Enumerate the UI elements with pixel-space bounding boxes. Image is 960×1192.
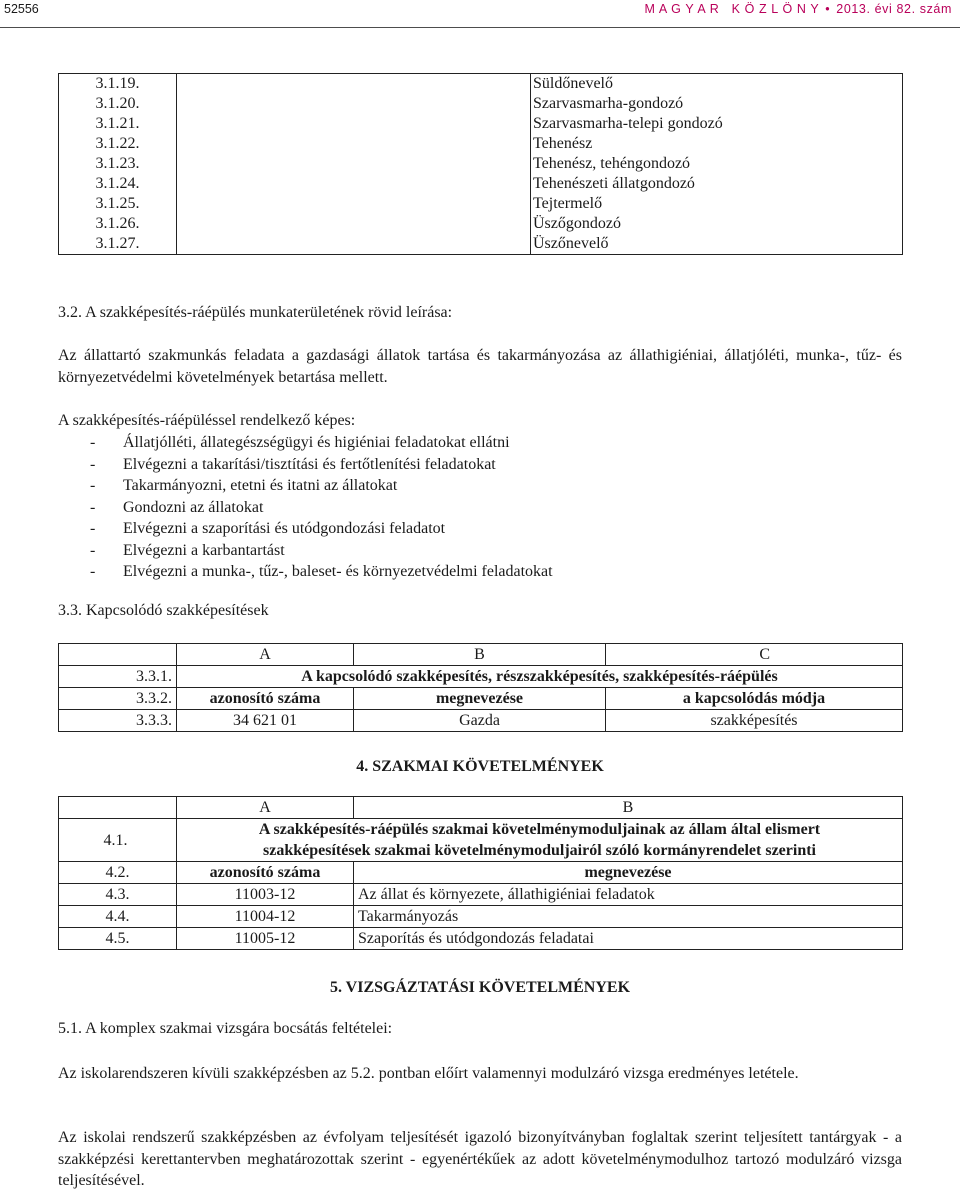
module-requirements-table xyxy=(58,796,903,950)
occupation-spacer xyxy=(177,154,531,174)
occupation-name: Tejtermelő xyxy=(531,194,903,214)
list-dash: - xyxy=(90,498,96,516)
occupation-name: Tehenészeti állatgondozó xyxy=(531,174,903,194)
capability-text: Elvégezni a szaporítási és utódgondozási feladatot xyxy=(123,520,446,537)
occupation-code: 3.1.21. xyxy=(59,114,177,134)
occupation-name: Üszőgondozó xyxy=(531,214,903,234)
occupation-row xyxy=(59,194,903,214)
caption-line-2: szakképesítések szakmai követelménymoduljairól szóló kormányrendelet szerinti xyxy=(263,842,816,859)
occupation-spacer xyxy=(177,214,531,234)
section-3-2-heading: 3.2. A szakképesítés-ráépülés munkaterületének rövid leírása: xyxy=(58,304,453,321)
module-id: 11005-12 xyxy=(177,928,354,950)
occupation-row xyxy=(59,214,903,234)
occupation-spacer xyxy=(177,74,531,95)
header-bullet: • xyxy=(825,2,831,16)
row-code: 4.2. xyxy=(59,862,177,884)
qualification-id: 34 621 01 xyxy=(177,710,354,732)
capability-text: Elvégezni a karbantartást xyxy=(123,541,285,559)
caption-line-1: A szakképesítés-ráépülés szakmai követelménymoduljainak az állam által elismert xyxy=(258,821,821,838)
page-header xyxy=(0,0,960,26)
list-dash: - xyxy=(90,434,96,451)
list-dash: - xyxy=(90,455,96,473)
row-code: 3.3.1. xyxy=(59,666,177,688)
occupation-table xyxy=(58,73,903,255)
row-code: 4.3. xyxy=(59,884,177,906)
row-code: 4.5. xyxy=(59,928,177,950)
capabilities-intro: A szakképesítés-ráépüléssel rendelkező képes: xyxy=(58,412,356,429)
related-qualifications-table xyxy=(58,643,903,732)
occupation-spacer xyxy=(177,234,531,255)
col-empty xyxy=(59,644,177,666)
publication-title: M A G Y A R K Ö Z L Ö N Y xyxy=(644,2,820,16)
occupation-name: Tehenész xyxy=(531,134,903,154)
section-5-title: 5. VIZSGÁZTATÁSI KÖVETELMÉNYEK xyxy=(329,979,631,996)
capability-text: Takarmányozni, etetni és itatni az állatokat xyxy=(123,477,398,494)
module-name: Az állat és környezete, állathigiéniai feladatok xyxy=(354,884,903,906)
module-name: Takarmányozás xyxy=(354,906,903,928)
occupation-spacer xyxy=(177,194,531,214)
occupation-row xyxy=(59,154,903,174)
col-header-a: A xyxy=(177,644,354,666)
row-code: 4.4. xyxy=(59,906,177,928)
table-caption xyxy=(177,819,903,862)
module-row xyxy=(59,906,903,928)
occupation-row xyxy=(59,174,903,194)
occupation-code: 3.1.19. xyxy=(59,74,177,95)
occupation-code: 3.1.22. xyxy=(59,134,177,154)
occupation-code: 3.1.25. xyxy=(59,194,177,214)
occupation-row xyxy=(59,234,903,255)
header-rule xyxy=(0,27,960,28)
name-header: megnevezése xyxy=(354,862,903,884)
module-id: 11004-12 xyxy=(177,906,354,928)
list-dash: - xyxy=(90,541,96,559)
occupation-name: Szarvasmarha-telepi gondozó xyxy=(531,114,903,134)
page-number: 52556 xyxy=(4,2,39,16)
link-mode: szakképesítés xyxy=(606,710,903,732)
occupation-spacer xyxy=(177,114,531,134)
occupation-spacer xyxy=(177,94,531,114)
name-header: megnevezése xyxy=(354,688,606,710)
section-5-paragraph-2: Az iskolai rendszerű szakképzésben az évfolyam teljesítését igazoló bizonyítványban foglaltak szerint teljesített tantárgyak - a szakképzési kerettantervben meghatározottak szerint - egyenértékűek az adott követelménymodulhoz tartozó modulzáró vizsga teljesítésével. xyxy=(58,1129,902,1189)
occupation-spacer xyxy=(177,134,531,154)
occupation-name: Süldőnevelő xyxy=(531,74,903,95)
col-header-b: B xyxy=(354,797,903,819)
occupation-code: 3.1.20. xyxy=(59,94,177,114)
occupation-row xyxy=(59,74,903,95)
publication-info xyxy=(644,2,952,16)
occupation-code: 3.1.24. xyxy=(59,174,177,194)
row-code: 4.1. xyxy=(59,819,177,862)
occupation-code: 3.1.27. xyxy=(59,234,177,255)
section-3-3-heading: 3.3. Kapcsolódó szakképesítések xyxy=(58,602,269,619)
module-row xyxy=(59,884,903,906)
occupation-row xyxy=(59,94,903,114)
capability-text: Állatjólléti, állategészségügyi és higiéniai feladatokat ellátni xyxy=(123,434,510,451)
capability-text: Gondozni az állatokat xyxy=(123,498,264,516)
capability-text: Elvégezni a takarítási/tisztítási és fertőtlenítési feladatokat xyxy=(123,455,496,473)
col-header-b: B xyxy=(354,644,606,666)
col-header-c: C xyxy=(606,644,903,666)
id-header: azonosító száma xyxy=(177,862,354,884)
issue-number: 2013. évi 82. szám xyxy=(836,2,952,16)
section-5-paragraph-1: Az iskolarendszeren kívüli szakképzésben az 5.2. pontban előírt valamennyi modulzáró vizsga eredményes letétele. xyxy=(58,1065,799,1082)
link-mode-header: a kapcsolódás módja xyxy=(606,688,903,710)
col-header-a: A xyxy=(177,797,354,819)
list-dash: - xyxy=(90,563,96,580)
qualification-name: Gazda xyxy=(354,710,606,732)
occupation-name: Üszőnevelő xyxy=(531,234,903,255)
occupation-code: 3.1.23. xyxy=(59,154,177,174)
module-id: 11003-12 xyxy=(177,884,354,906)
occupation-row xyxy=(59,134,903,154)
occupation-spacer xyxy=(177,174,531,194)
row-code: 3.3.2. xyxy=(59,688,177,710)
row-code: 3.3.3. xyxy=(59,710,177,732)
section-3-2-paragraph: Az állattartó szakmunkás feladata a gazdasági állatok tartása és takarmányozása az állathigiéniai, állatjóléti, munka-, tűz- és környezetvédelmi követelmények betartása mellett. xyxy=(58,347,902,386)
col-empty xyxy=(59,797,177,819)
table-caption: A kapcsolódó szakképesítés, részszakképesítés, szakképesítés-ráépülés xyxy=(177,666,903,688)
id-header: azonosító száma xyxy=(177,688,354,710)
list-dash: - xyxy=(90,477,96,494)
section-4-title: 4. SZAKMAI KÖVETELMÉNYEK xyxy=(356,758,604,775)
occupation-row xyxy=(59,114,903,134)
occupation-name: Szarvasmarha-gondozó xyxy=(531,94,903,114)
module-row xyxy=(59,928,903,950)
module-name: Szaporítás és utódgondozás feladatai xyxy=(354,928,903,950)
occupation-name: Tehenész, tehéngondozó xyxy=(531,154,903,174)
occupation-code: 3.1.26. xyxy=(59,214,177,234)
list-dash: - xyxy=(90,520,96,537)
capability-text: Elvégezni a munka-, tűz-, baleset- és környezetvédelmi feladatokat xyxy=(123,563,553,580)
section-5-1-heading: 5.1. A komplex szakmai vizsgára bocsátás feltételei: xyxy=(58,1020,393,1037)
